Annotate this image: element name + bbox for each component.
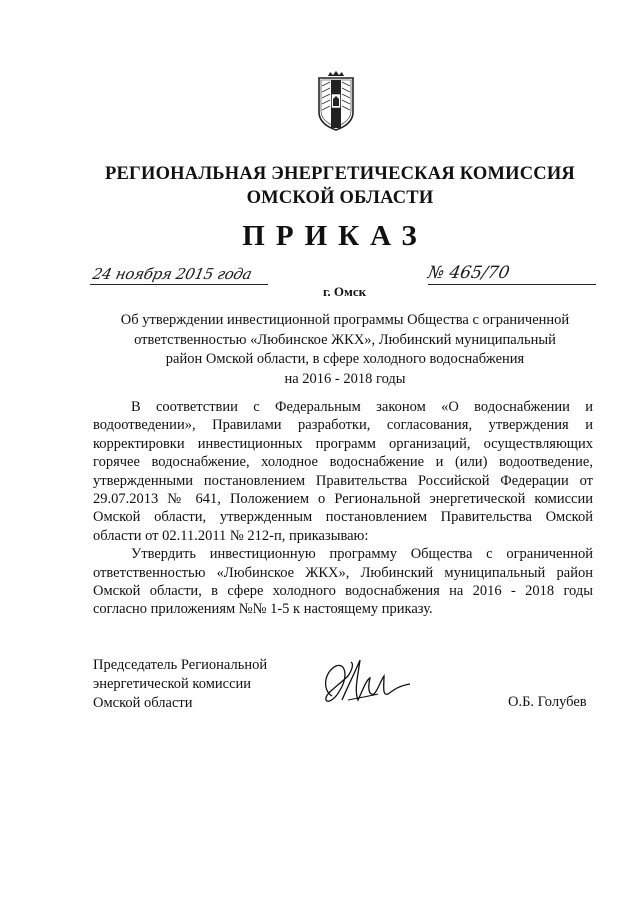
organization-region: ОМСКОЙ ОБЛАСТИ	[246, 188, 434, 208]
order-subject	[100, 311, 590, 389]
signatory-title-line: энергетической комиссии	[93, 676, 252, 692]
body-paragraph-legal-basis: В соответствии с Федеральным законом «О водоснабжении и водоотведении», Правилами разработки, согласования, утверждения и корректировки инвестиционных программ организаций, осуществляющих горячее водоснабжение, холодное водоснабжение и (или) водоотведение, утвержденными постановлением Правительства Российской Федерации от 29.07.2013 № 641, Положением о Региональной энергетической комиссии Омской области, утвержденным постановлением Правительства Омской области от 02.11.2011 № 212-п, приказываю:	[93, 399, 593, 544]
coat-of-arms-emblem	[315, 70, 357, 132]
organization-name: РЕГИОНАЛЬНАЯ ЭНЕРГЕТИЧЕСКАЯ КОМИССИЯ	[104, 164, 575, 184]
signatory-title-line: Омской области	[93, 695, 193, 711]
handwritten-order-number: № 465/70	[426, 263, 512, 283]
date-underline	[90, 284, 268, 285]
handwritten-signature	[318, 656, 413, 716]
body-paragraph-decision: Утвердить инвестиционную программу Общества с ограниченной ответственностью «Любинское ЖКХ», Любинский муниципальный район Омской области, в сфере холодного водоснабжения на 2016 - 2018 годы согласно приложениям №№ 1-5 к настоящему приказу.	[93, 546, 593, 618]
city-label: г. Омск	[323, 284, 367, 299]
subject-line: район Омской области, в сфере холодного водоснабжения	[165, 351, 525, 367]
document-type-title: ПРИКАЗ	[242, 220, 428, 252]
handwritten-date: 24 ноября 2015 года	[91, 265, 254, 283]
subject-line: Об утверждении инвестиционной программы Общества с ограниченной	[120, 312, 570, 328]
subject-line: ответственностью «Любинское ЖКХ», Любинский муниципальный	[134, 331, 556, 348]
signatory-title	[93, 656, 267, 713]
number-underline	[428, 284, 596, 285]
order-body	[93, 398, 593, 619]
subject-line: на 2016 - 2018 годы	[284, 370, 406, 387]
signer-name: О.Б. Голубев	[508, 694, 587, 710]
signatory-title-line: Председатель Региональной	[93, 657, 268, 673]
